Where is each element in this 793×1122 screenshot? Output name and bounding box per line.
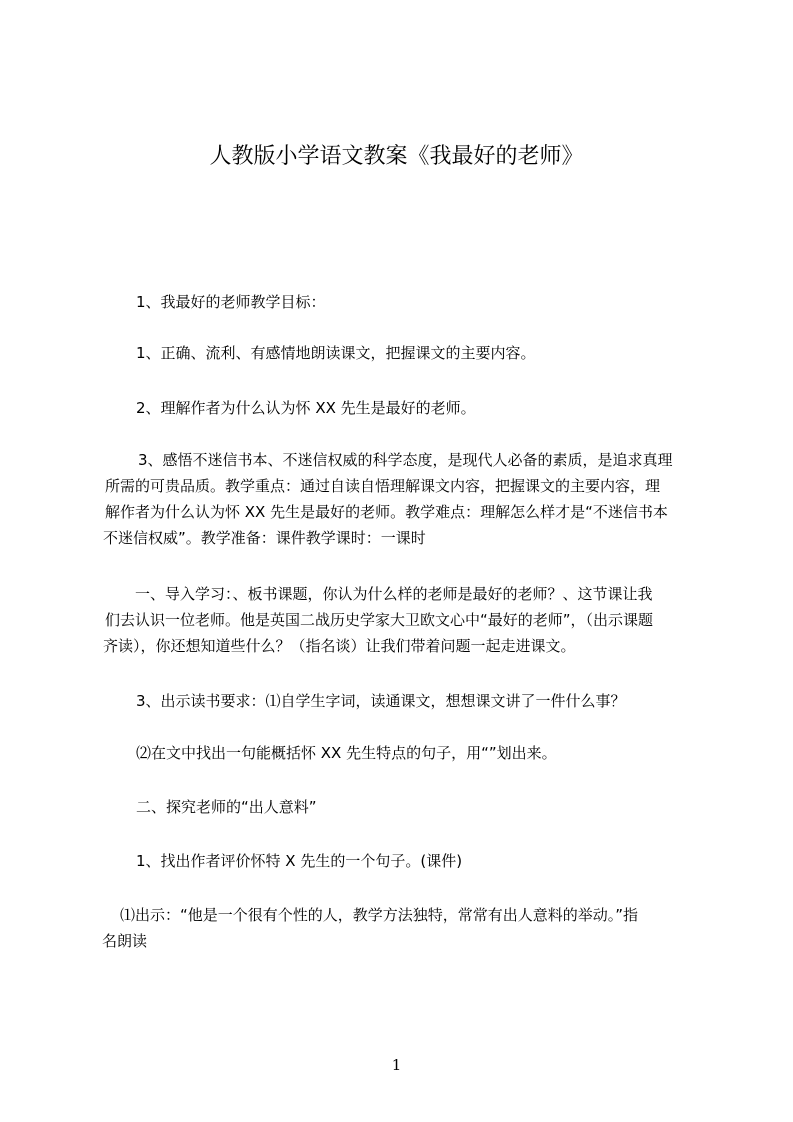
paragraph-line: 不迷信权威”。教学准备：课件教学课时：一课时 [103,529,426,547]
paragraph-show-quote [102,902,720,954]
paragraph-intro [103,581,703,659]
paragraph-find-sentence: ⑵在文中找出一句能概括怀 XX 先生特点的句子，用“”划出来。 [136,744,557,762]
paragraph-line: 3、感悟不迷信书本、不迷信权威的科学态度，是现代人必备的素质，是追求真理 [138,451,673,469]
paragraph-line: 一、导入学习：、板书课题，你认为什么样的老师是最好的老师？、这节课让我 [135,585,653,603]
paragraph-objectives-heading: 1、我最好的老师教学目标： [136,293,326,311]
paragraph-line: 名朗读 [102,932,148,950]
paragraph-line: 们去认识一位老师。他是英国二战历史学家大卫欧文心中“最好的老师”，（出示课题 [105,611,654,629]
paragraph-line: 解作者为什么认为怀 XX 先生是最好的老师。教学难点：理解怎么样才是“不迷信书本 [105,503,668,521]
paragraph-find-evaluation: 1、找出作者评价怀特 X 先生的一个句子。(课件) [136,852,463,870]
paragraph-section-two-heading: 二、探究老师的“出人意料” [136,798,317,816]
paragraph-line: 齐读），你还想知道些什么？（指名谈）让我们带着问题一起走进课文。 [103,637,576,655]
paragraph-objective-1: 1、正确、流利、有感情地朗读课文，把握课文的主要内容。 [136,344,536,362]
paragraph-line: ⑴出示：“他是一个很有个性的人，教学方法独特，常常有出人意料的举动。”指 [120,906,639,924]
document-title: 人教版小学语文教案《我最好的老师》 [209,144,584,169]
paragraph-objective-2: 2、理解作者为什么认为怀 XX 先生是最好的老师。 [136,399,476,417]
paragraph-reading-requirements: 3、出示读书要求：⑴自学生字词，读通课文，想想课文讲了一件什么事？ [136,692,626,710]
page-number: 1 [391,1056,402,1074]
paragraph-line: 所需的可贵品质。教学重点：通过自读自悟理解课文内容，把握课文的主要内容，理 [105,477,661,495]
paragraph-objective-3 [103,447,703,551]
